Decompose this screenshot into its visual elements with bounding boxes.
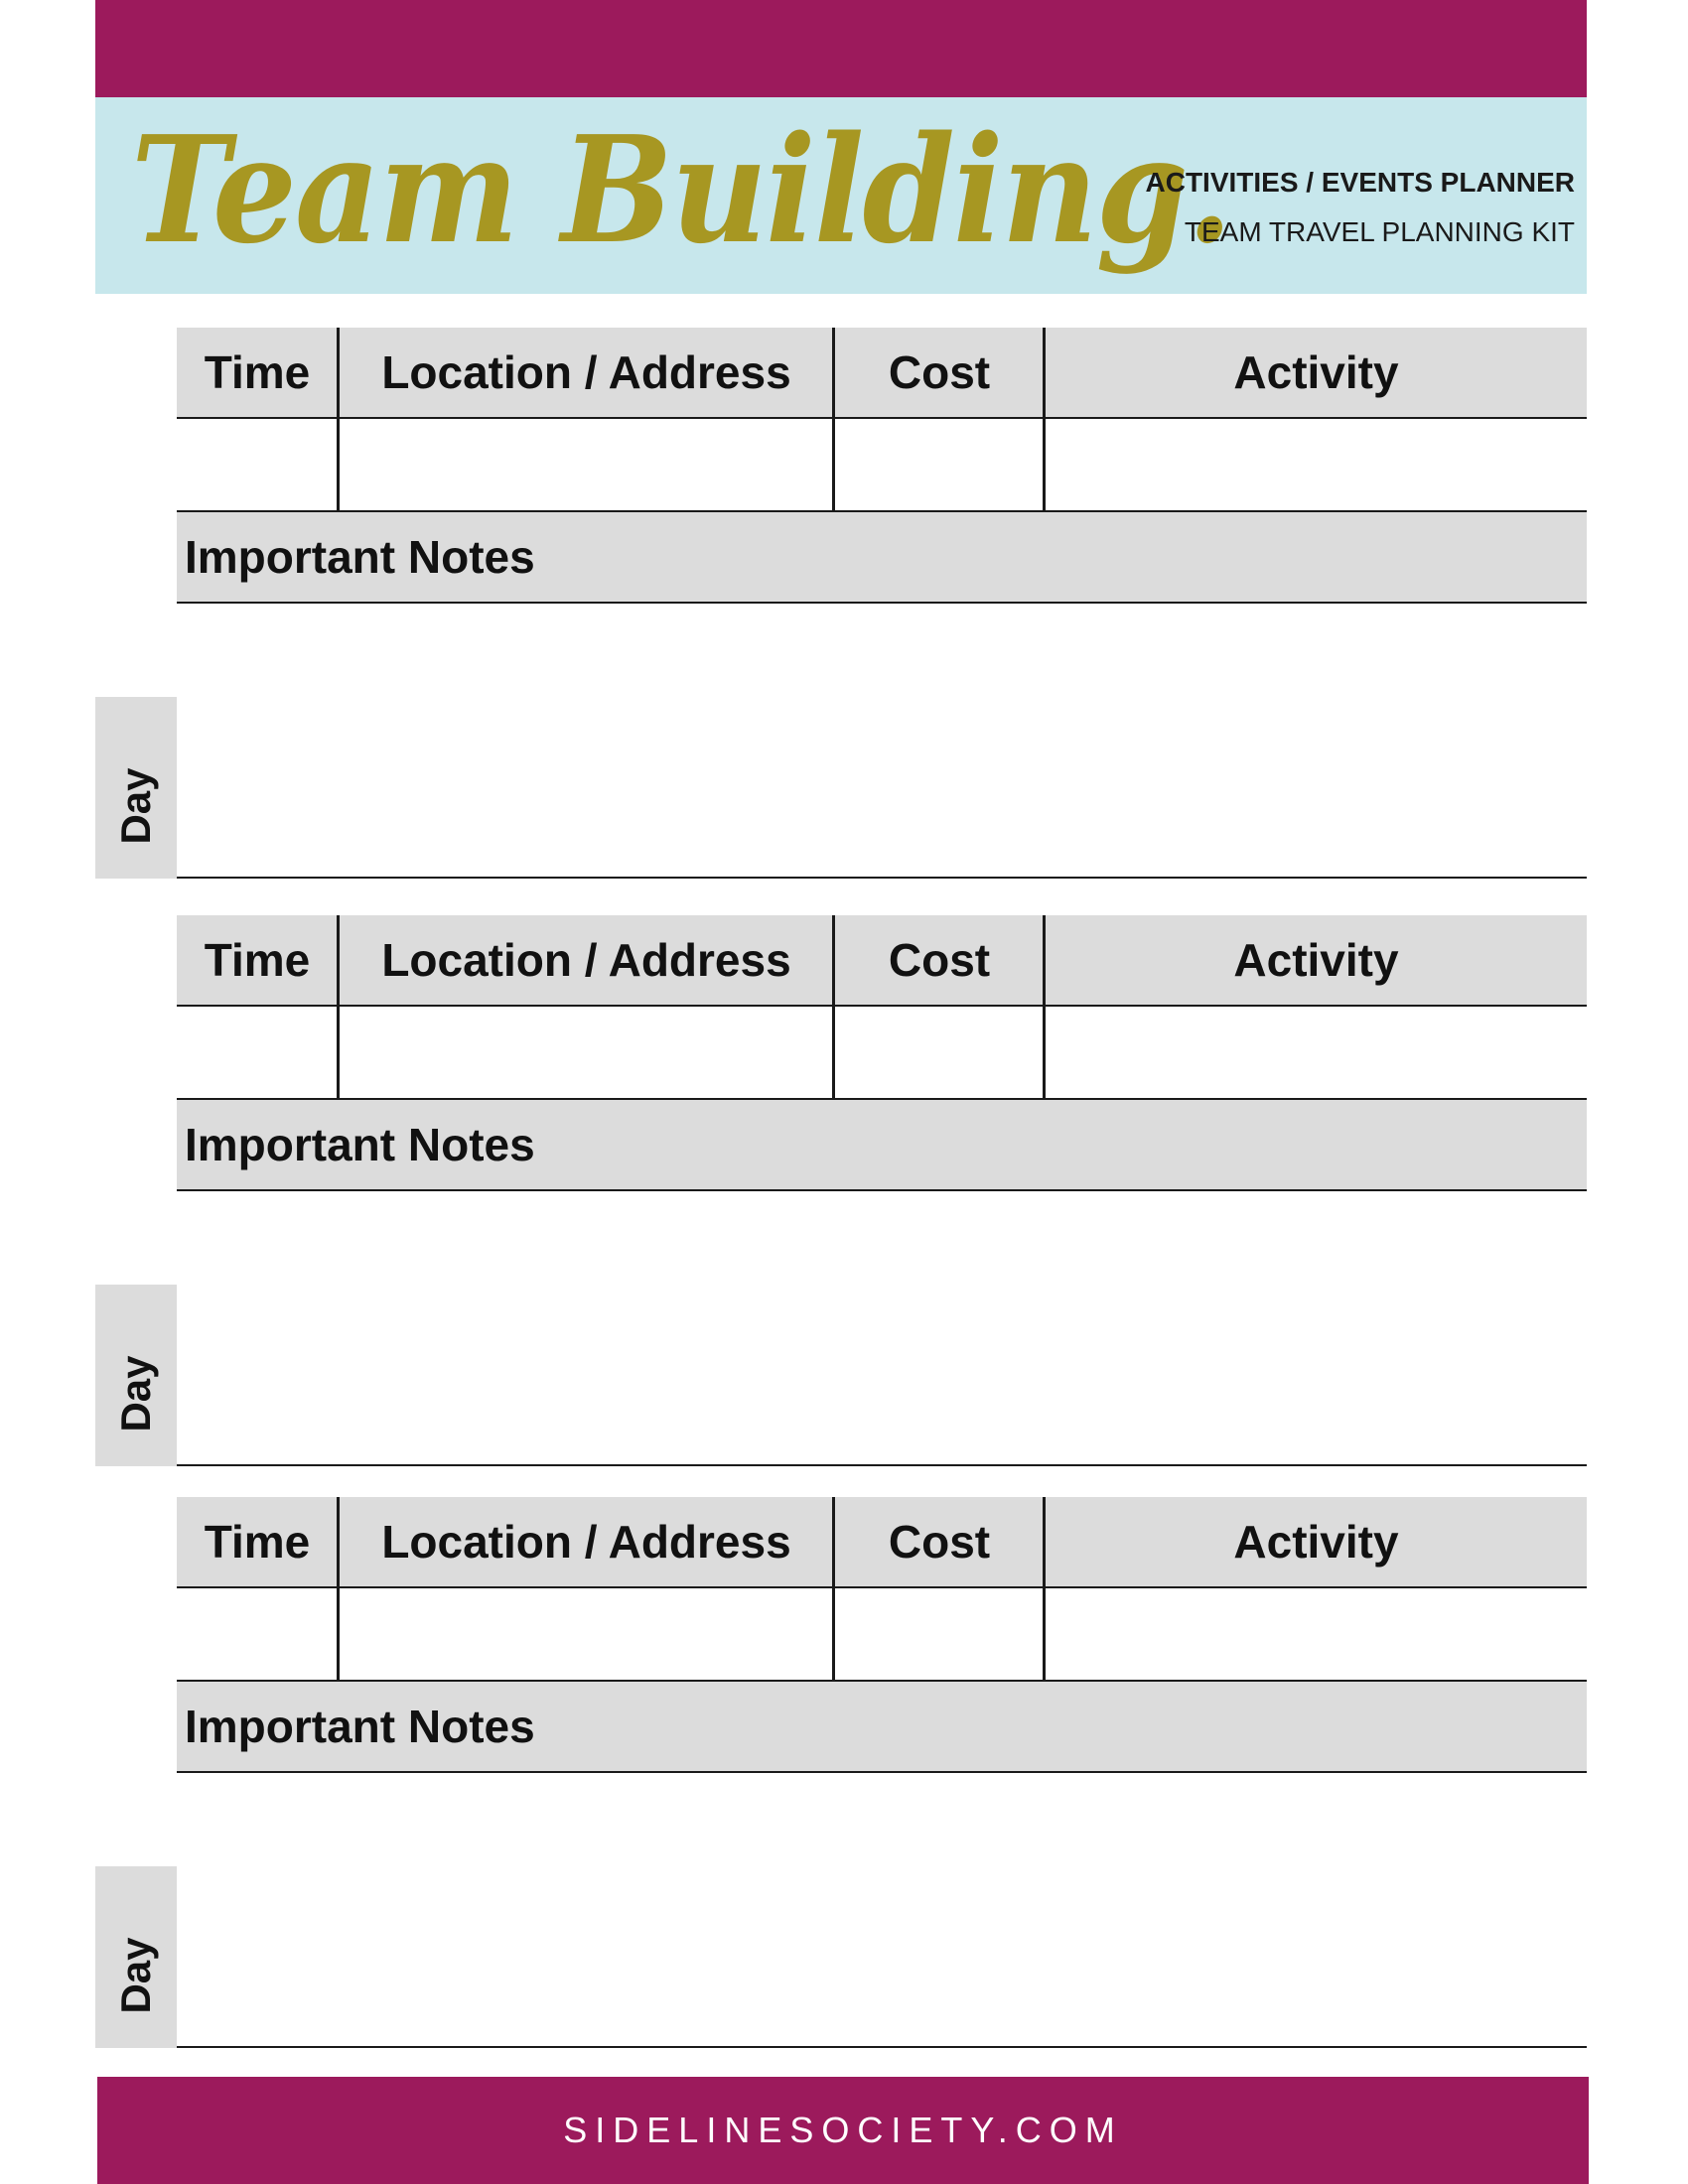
column-header-cost: Cost [888, 346, 991, 398]
column-divider [832, 328, 835, 512]
column-header-location: Location / Address [381, 346, 791, 398]
day-label: Day [112, 1937, 159, 2014]
day-entry-line [177, 2046, 1587, 2048]
kit-subtitle: TEAM TRAVEL PLANNING KIT [1184, 216, 1575, 247]
top-accent-bar [95, 0, 1587, 97]
day-entry-line [177, 877, 1587, 879]
column-divider [1043, 328, 1046, 512]
column-header-location: Location / Address [381, 1516, 791, 1568]
column-header-time: Time [204, 346, 311, 398]
day-entry-line [177, 1464, 1587, 1466]
column-header-activity: Activity [1233, 1516, 1399, 1568]
column-header-cost: Cost [888, 934, 991, 986]
day-tab [95, 1285, 177, 1466]
notes-label: Important Notes [185, 1119, 535, 1170]
notes-label: Important Notes [185, 531, 535, 583]
column-header-activity: Activity [1233, 346, 1399, 398]
column-divider [337, 1497, 340, 1682]
footer-bar [97, 2077, 1589, 2184]
notes-label: Important Notes [185, 1701, 535, 1752]
column-header-cost: Cost [888, 1516, 991, 1568]
planner-section-3 [95, 1497, 1587, 2048]
header-band [95, 97, 1587, 294]
day-label: Day [112, 767, 159, 845]
column-divider [832, 1497, 835, 1682]
day-tab [95, 697, 177, 879]
notes-row [177, 1100, 1587, 1191]
notes-row [177, 512, 1587, 604]
column-divider [1043, 915, 1046, 1100]
column-divider [337, 328, 340, 512]
column-divider [337, 915, 340, 1100]
activity-table [177, 915, 1587, 1193]
activity-table [177, 1497, 1587, 1775]
notes-row [177, 1682, 1587, 1773]
page-title: Team Building. [131, 103, 1231, 276]
column-header-time: Time [204, 1516, 311, 1568]
day-label: Day [112, 1355, 159, 1433]
day-tab [95, 1866, 177, 2048]
planner-section-1 [95, 328, 1587, 879]
column-header-activity: Activity [1233, 934, 1399, 986]
activity-table [177, 328, 1587, 606]
footer-website: SIDELINESOCIETY.COM [563, 2110, 1123, 2150]
column-header-time: Time [204, 934, 311, 986]
column-divider [832, 915, 835, 1100]
planner-subtitle: ACTIVITIES / EVENTS PLANNER [1145, 167, 1575, 198]
column-divider [1043, 1497, 1046, 1682]
planner-section-2 [95, 915, 1587, 1466]
column-header-location: Location / Address [381, 934, 791, 986]
